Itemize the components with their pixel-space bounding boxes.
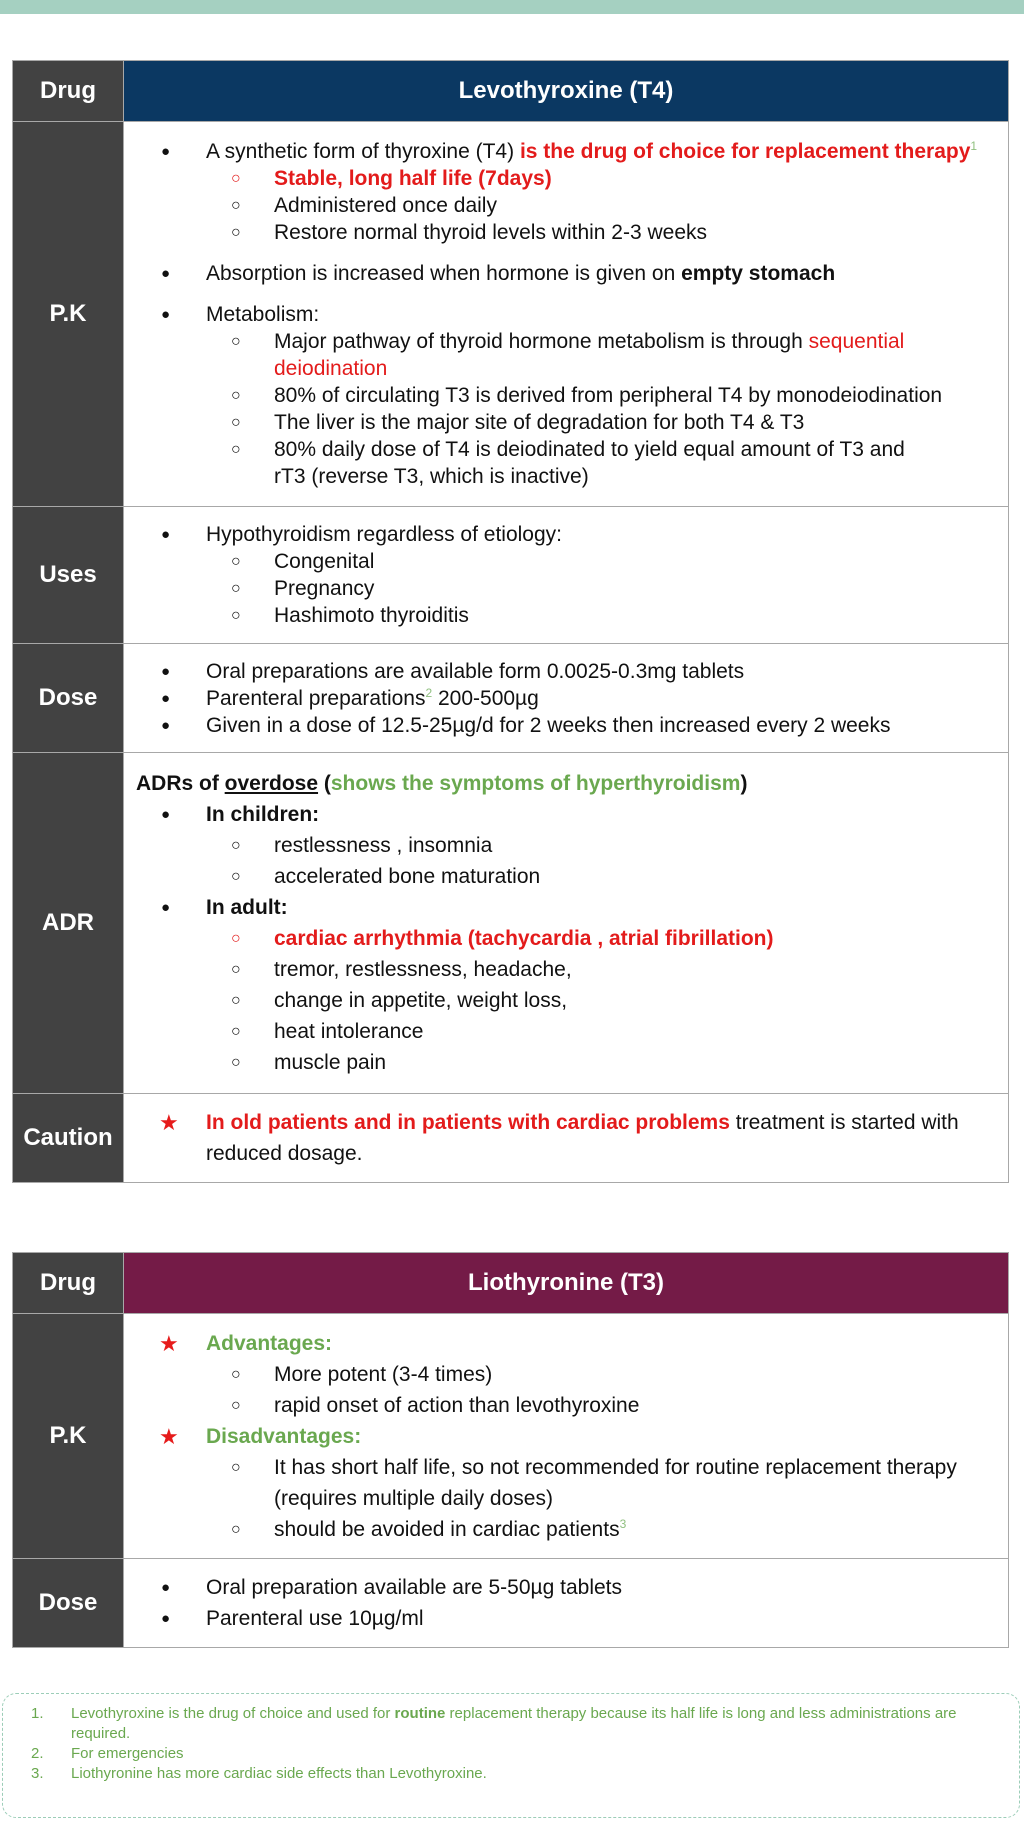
- list-item: ○ Administered once daily: [206, 192, 986, 219]
- list-item: ● Oral preparations are available form 0.0025-0.3mg tablets: [136, 658, 986, 685]
- list-item: ○ accelerated bone maturation: [206, 861, 986, 892]
- list-item: ● Absorption is increased when hormone is given on empty stomach: [136, 260, 986, 287]
- top-accent-bar: [0, 0, 1024, 14]
- list-item: ● A synthetic form of thyroxine (T4) is the drug of choice for replacement therapy$^1$ ○ Stable, long half life (7days) ○ Administered once daily ○ Restore normal thyroid levels within 2-3 weeks: [136, 138, 986, 246]
- dose-label: Dose: [13, 644, 124, 753]
- list-item: ○ Pregnancy: [206, 575, 986, 602]
- list-item: ○ restlessness , insomnia: [206, 830, 986, 861]
- list-item: ○ The liver is the major site of degradation for both T4 & T3: [206, 409, 986, 436]
- list-item: ○ heat intolerance: [206, 1016, 986, 1047]
- footnote-ref[interactable]: 3: [619, 1516, 627, 1531]
- adr-label: ADR: [13, 753, 124, 1094]
- caution-label: Caution: [13, 1094, 124, 1183]
- list-item: ○ Major pathway of thyroid hormone metabolism is through sequential deiodination: [206, 328, 986, 382]
- list-item: ○ rapid onset of action than levothyroxine: [206, 1390, 986, 1421]
- list-item: ○ should be avoided in cardiac patients$^3$: [206, 1514, 986, 1545]
- drug-title: Levothyroxine (T4): [124, 61, 1009, 122]
- dose-content: [124, 1559, 1009, 1648]
- footnote-ref[interactable]: 2: [425, 685, 433, 700]
- drug-header-label: Drug: [13, 61, 124, 122]
- uses-label: Uses: [13, 507, 124, 644]
- adr-content: [124, 753, 1009, 1094]
- dose-content: [124, 644, 1009, 753]
- footnotes-box: [2, 1693, 1020, 1818]
- footnote-item: 3. Liothyronine has more cardiac side effects than Levothyroxine.: [31, 1765, 487, 1782]
- pk-label: P.K: [13, 122, 124, 507]
- caution-content: [124, 1094, 1009, 1183]
- list-item: ● Metabolism: ○ Major pathway of thyroid hormone metabolism is through sequential deiodination ○ 80% of circulating T3 is derived from peripheral T4 by monodeiodination ○ The liver is the major site of degradation for both T4 & T3 ○ 80% daily dose of T4 is deiodinated to yield equal amount of T3 and rT3 (reverse T3, which is inactive): [136, 301, 986, 490]
- list-item: ○ It has short half life, so not recommended for routine replacement therapy (requires multiple daily doses): [206, 1452, 986, 1514]
- dose-label: Dose: [13, 1559, 124, 1648]
- drug-header-label: Drug: [13, 1253, 124, 1314]
- pk-content: [124, 1314, 1009, 1559]
- footnote-ref[interactable]: 1: [970, 139, 978, 153]
- list-item: ● In children: ○ restlessness , insomnia ○ accelerated bone maturation: [136, 799, 986, 892]
- liothyronine-table: [12, 1252, 1009, 1648]
- list-item: ○ tremor, restlessness, headache,: [206, 954, 986, 985]
- list-item: ○ change in appetite, weight loss,: [206, 985, 986, 1016]
- pk-label: P.K: [13, 1314, 124, 1559]
- list-item: ★ In old patients and in patients with cardiac problems treatment is started with reduced dosage.: [136, 1107, 986, 1169]
- list-item: ○ Congenital: [206, 548, 986, 575]
- list-item: ★ Disadvantages: ○ It has short half life, so not recommended for routine replacement therapy (requires multiple daily doses) ○ should be avoided in cardiac patients$^3$: [136, 1421, 986, 1545]
- adr-intro: ADRs of overdose (shows the symptoms of hyperthyroidism): [136, 772, 748, 795]
- list-item: ★ Advantages: ○ More potent (3-4 times) ○ rapid onset of action than levothyroxine: [136, 1328, 986, 1421]
- list-item: ○ muscle pain: [206, 1047, 986, 1078]
- drug-title: Liothyronine (T3): [124, 1253, 1009, 1314]
- list-item: ○ 80% of circulating T3 is derived from peripheral T4 by monodeiodination: [206, 382, 986, 409]
- list-item: ● Hypothyroidism regardless of etiology: ○ Congenital ○ Pregnancy ○ Hashimoto thyroiditis: [136, 521, 986, 629]
- list-item: ○ Restore normal thyroid levels within 2-3 weeks: [206, 219, 986, 246]
- list-item: ○ More potent (3-4 times): [206, 1359, 986, 1390]
- levothyroxine-table: [12, 60, 1009, 1183]
- footnote-item: 2. For emergencies: [31, 1745, 184, 1762]
- list-item: ○ Stable, long half life (7days): [206, 165, 986, 192]
- list-item: ● Parenteral preparations$^2$ 200-500µg: [136, 685, 986, 712]
- list-item: ● Parenteral use 10µg/ml: [136, 1603, 986, 1634]
- footnote-item: 1. Levothyroxine is the drug of choice and used for routine replacement therapy because its half life is long and less administrations are required.: [31, 1705, 957, 1742]
- list-item: ○ 80% daily dose of T4 is deiodinated to yield equal amount of T3 and rT3 (reverse T3, which is inactive): [206, 436, 986, 490]
- list-item: ○ cardiac arrhythmia (tachycardia , atrial fibrillation): [206, 923, 986, 954]
- list-item: ● Given in a dose of 12.5-25µg/d for 2 weeks then increased every 2 weeks: [136, 712, 986, 739]
- uses-content: [124, 507, 1009, 644]
- list-item: ● Oral preparation available are 5-50µg tablets: [136, 1572, 986, 1603]
- list-item: ● In adult: ○ cardiac arrhythmia (tachycardia , atrial fibrillation) ○ tremor, restlessness, headache, ○ change in appetite, weight loss, ○ heat intolerance ○ muscle pain: [136, 892, 986, 1078]
- list-item: ○ Hashimoto thyroiditis: [206, 602, 986, 629]
- pk-content: [124, 122, 1009, 507]
